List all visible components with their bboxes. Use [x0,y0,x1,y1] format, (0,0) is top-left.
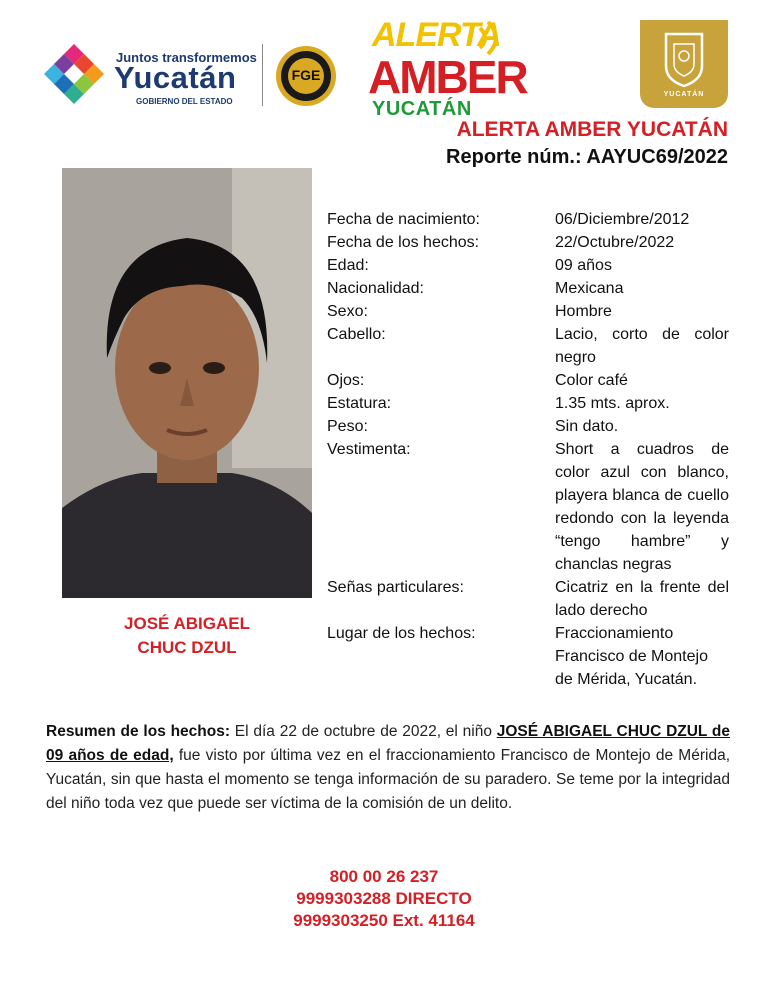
detail-value: Cicatriz en la frente del lado derecho [555,579,729,619]
detail-value: Short a cuadros de color azul con blanco, playera blanca de cuello redondo con la leyenda “tengo hambre” y chanclas negras [555,441,729,573]
alert-title: ALERTA AMBER YUCATÁN [456,118,728,141]
detail-value: Fraccionamiento Francisco de Montejo de Mérida, Yucatán. [555,625,708,688]
detail-label: Estatura: [327,395,392,412]
logo-divider [262,44,263,106]
detail-row-weight [327,415,729,438]
detail-label: Nacionalidad: [327,280,424,297]
detail-value: Hombre [555,303,612,320]
summary-text-part2: fue visto por última vez en el fraccionamiento Francisco de Montejo de Mérida, Yucatán, sin que hasta el momento se tenga información de su paradero. Se teme por la integridad del niño toda vez que puede ser víctima de la comisión de un delito. [46,747,730,812]
child-photo [62,168,312,598]
detail-label: Señas particulares: [327,579,464,596]
summary-lead: Resumen de los hechos: [46,723,231,740]
detail-value: 09 años [555,257,612,274]
child-name-line1: JOSÉ ABIGAEL [124,614,250,633]
child-name-line2: CHUC DZUL [137,638,237,657]
gov-logo-subtitle: GOBIERNO DEL ESTADO [136,97,233,106]
yucatan-coat-of-arms-logo [640,20,728,108]
amber-logo-line2: AMBER [368,51,527,103]
yucatan-emblem-icon [40,40,108,108]
shield-logo-label: YUCATÁN [663,91,705,98]
phone-direct[interactable]: 9999303288 DIRECTO [296,889,472,908]
detail-label: Lugar de los hechos: [327,625,476,642]
detail-label: Fecha de nacimiento: [327,211,480,228]
summary-text-part1: El día 22 de octubre de 2022, el niño [230,723,497,740]
alerta-amber-logo [368,14,527,120]
detail-value: 06/Diciembre/2012 [555,211,690,228]
details-list [327,208,729,691]
summary-emphasis: JOSÉ ABIGAEL CHUC DZUL de 09 años de edad, [46,723,730,764]
child-portrait-icon [62,168,312,598]
gov-logo-name: Yucatán [114,60,237,95]
detail-label: Cabello: [327,326,386,343]
detail-label: Fecha de los hechos: [327,234,480,251]
detail-row-marks [327,576,729,622]
detail-row-location [327,622,729,691]
fge-logo [274,44,338,108]
detail-row-sex [327,300,729,323]
detail-row-eyes [327,369,729,392]
yucatan-government-logo [40,38,260,110]
detail-value: 1.35 mts. aprox. [555,395,670,412]
signal-waves-icon [476,18,506,58]
amber-logo-line1: ALERTA [372,16,501,54]
detail-label: Edad: [327,257,369,274]
detail-row-height [327,392,729,415]
summary-paragraph [46,720,730,816]
report-number: Reporte núm.: AAYUC69/2022 [446,146,728,168]
contact-numbers [0,866,768,932]
detail-label: Sexo: [327,303,368,320]
detail-label: Peso: [327,418,368,435]
fge-logo-text: FGE [291,67,321,83]
detail-value: 22/Octubre/2022 [555,234,675,251]
child-name [62,612,312,660]
detail-value: Lacio, corto de color negro [555,326,729,366]
detail-row-nationality [327,277,729,300]
detail-row-birthdate [327,208,729,231]
detail-value: Mexicana [555,280,624,297]
detail-row-age [327,254,729,277]
detail-row-clothing [327,438,729,576]
detail-value: Color café [555,372,628,389]
phone-extension[interactable]: 9999303250 Ext. 41164 [293,911,475,930]
detail-label: Vestimenta: [327,441,411,458]
amber-logo-line3: YUCATÁN [372,98,472,120]
detail-row-hair [327,323,729,369]
phone-toll-free[interactable]: 800 00 26 237 [329,867,439,886]
gov-logo-tagline: Juntos transformemos [116,50,257,65]
detail-row-event-date [327,231,729,254]
detail-label: Ojos: [327,372,365,389]
detail-value: Sin dato. [555,418,619,435]
